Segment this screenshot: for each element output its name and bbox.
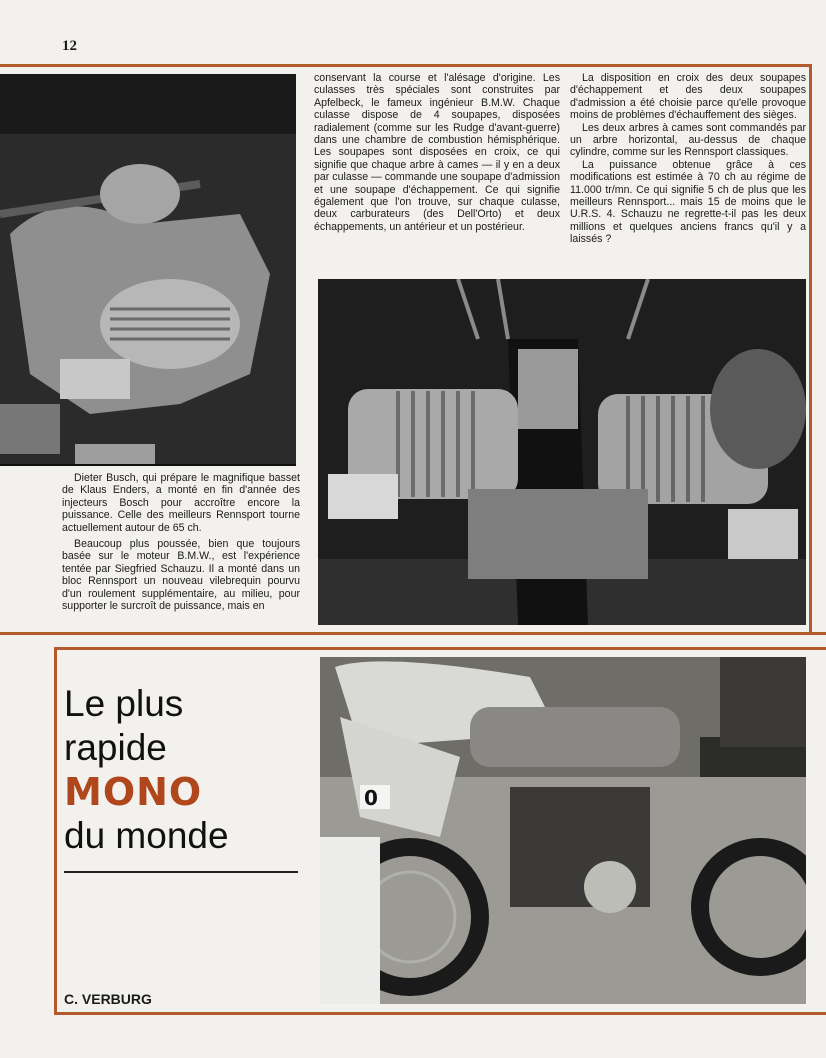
article-column-right bbox=[570, 72, 806, 246]
headline-underline bbox=[64, 871, 298, 873]
article-paragraph: La puissance obtenue grâce à ces modifications est estimée à 70 ch au régime de 11.000 tr/mn. Ce qui signifie 5 ch de plus que les meilleurs Rennsport... mais 15 de moins que le U.R.S. 4. Schauzu ne regrette-t-il pas les deux millions et quelques anciens francs qu'il y a laissés ? bbox=[570, 158, 806, 246]
right-border-top bbox=[809, 64, 812, 634]
top-rule bbox=[0, 64, 812, 67]
article-paragraph: conservant la course et l'alésage d'origine. Les culasses très spéciales sont construites par Apfelbeck, le fameux ingénieur B.M.W. Chaque culasse dispose de 4 soupapes, disposées radialement (comme sur les Rudge d'avant-guerre) dans une chambre de combustion hémisphérique. Les soupapes sont disposées en croix, ce qui signifie que chaque arbre à cames — il y en a deux par culasse — commande une soupape d'admission et une soupape d'échappement. Ce qui signifie également que l'on trouve, sur chaque culasse, deux carburateurs (des Dell'Orto) et deux échappements, un antérieur et un postérieur. bbox=[314, 72, 560, 233]
article-column-left bbox=[62, 472, 300, 612]
article-paragraph: Beaucoup plus poussée, bien que toujours basée sur le moteur B.M.W., est l'expérience tentée par Siegfried Schauzu. Il a monté dans un bloc Rennsport un nouveau vilebrequin pourvu d'un roulement supplémentaire, au milieu, pour supporter le surcroît de puissance, mais en bbox=[62, 538, 300, 613]
author-byline: C. VERBURG bbox=[64, 991, 152, 1007]
page-number: 12 bbox=[62, 38, 77, 54]
headline-highlight: MONO bbox=[64, 770, 203, 814]
article-paragraph: Les deux arbres à cames sont commandés par un arbre horizontal, au-dessus de chaque cylindre, comme sur les Rennsport classiques. bbox=[570, 121, 806, 159]
motorcycle-photo bbox=[320, 657, 806, 1004]
headline-line: du monde bbox=[64, 815, 229, 856]
headline-box-top bbox=[54, 647, 826, 650]
engine-photo bbox=[0, 74, 296, 466]
headline-box-bottom bbox=[54, 1012, 826, 1015]
svg-text:0: 0 bbox=[364, 786, 378, 810]
headline-line: Le plus bbox=[64, 683, 184, 724]
headline-line: rapide bbox=[64, 727, 167, 768]
article-paragraph: La disposition en croix des deux soupapes d'échappement et des deux soupapes d'admission a été choisie parce qu'elle provoque moins de problèmes d'échauffement des sièges. bbox=[570, 72, 806, 122]
article-column-middle bbox=[314, 72, 560, 233]
boxer-engine-photo bbox=[318, 279, 806, 625]
next-article-headline bbox=[64, 682, 304, 858]
article-paragraph: Dieter Busch, qui prépare le magnifique basset de Klaus Enders, a monté en fin d'année des injecteurs Bosch pour accroître encore la puissance. Celle des meilleurs Rennsport tourne actuellement autour de 65 ch. bbox=[62, 472, 300, 534]
section-rule bbox=[0, 632, 826, 635]
headline-box-left bbox=[54, 647, 57, 1015]
